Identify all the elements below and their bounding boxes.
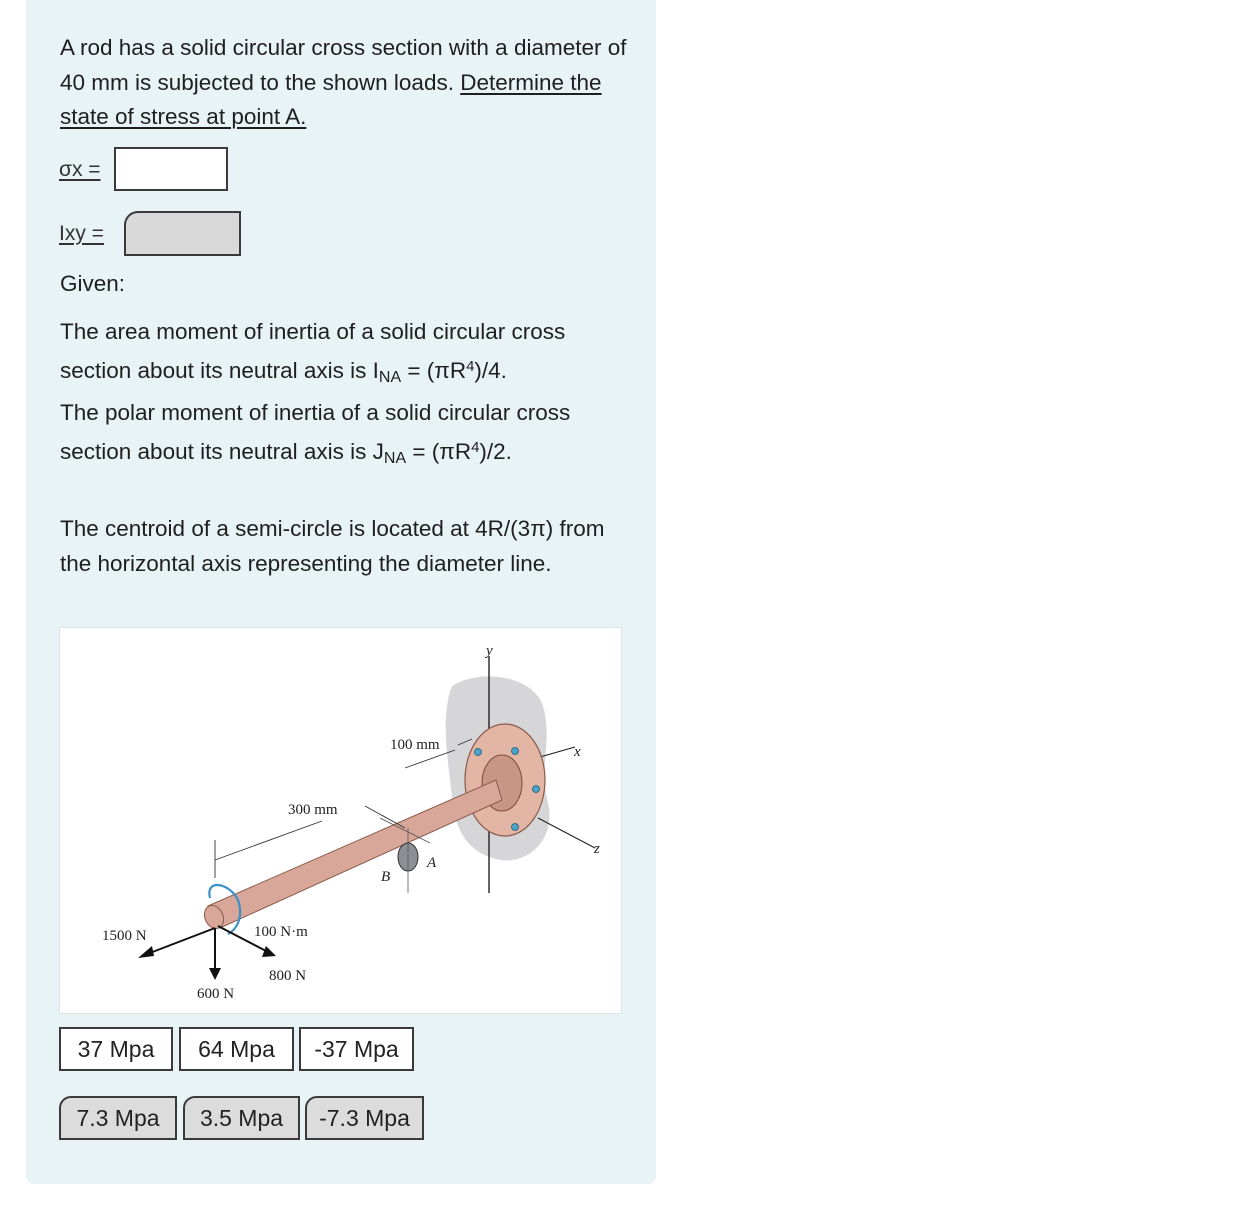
given-area-moment-sup: 4 xyxy=(466,357,475,375)
load-moment-label: 100 N·m xyxy=(254,924,308,940)
load-800-label: 800 N xyxy=(269,968,307,984)
given-polar-moment-end: )/2. xyxy=(479,438,512,464)
tau-xy-label: Ixy = xyxy=(59,222,104,245)
given-area-moment-sub: NA xyxy=(378,368,402,386)
rod-diagram-svg xyxy=(60,628,623,1015)
z-axis-line xyxy=(538,818,595,848)
question-intro: A rod has a solid circular cross section with a diameter of 40 mm is subjected to the shown loads. xyxy=(60,35,627,95)
bolt xyxy=(533,786,540,793)
choice-7-3-mpa[interactable]: 7.3 Mpa xyxy=(59,1096,177,1140)
given-area-moment-end: )/4. xyxy=(474,357,507,383)
given-area-moment-tail: = (πR xyxy=(401,357,467,383)
dim-leader-300 xyxy=(365,806,405,828)
choice-neg-7-3-mpa[interactable]: -7.3 Mpa xyxy=(305,1096,424,1140)
force-1500-arrowhead xyxy=(138,946,154,958)
bolt xyxy=(475,749,482,756)
load-600-label: 600 N xyxy=(197,986,235,1002)
given-polar-moment-sup: 4 xyxy=(471,438,480,456)
given-polar-moment-tail: = (πR xyxy=(406,438,472,464)
axis-z-label: z xyxy=(594,841,600,857)
point-a-label: A xyxy=(427,855,437,871)
force-600-arrowhead xyxy=(209,968,221,980)
given-polar-moment-text: The polar moment of inertia of a solid circular cross section about its neutral axis is J xyxy=(60,400,571,464)
given-polar-moment xyxy=(60,396,630,476)
given-polar-moment-sub: NA xyxy=(383,449,407,467)
sigma-x-drop-target[interactable] xyxy=(114,147,228,191)
given-area-moment-text: The area moment of inertia of a solid circular cross section about its neutral axis is I xyxy=(60,319,566,383)
load-1500-label: 1500 N xyxy=(102,928,147,944)
bolt xyxy=(512,824,519,831)
given-heading: Given: xyxy=(60,271,126,296)
rod-diagram xyxy=(59,627,622,1014)
sigma-x-label: σx = xyxy=(59,158,101,181)
rod-body xyxy=(208,780,502,928)
choice-64-mpa[interactable]: 64 Mpa xyxy=(179,1027,294,1071)
question-task: Determine the state of stress at point A. xyxy=(60,69,602,129)
tau-xy-drop-target[interactable] xyxy=(124,211,241,256)
dim-100-label: 100 mm xyxy=(390,737,440,753)
choice-neg-37-mpa[interactable]: -37 Mpa xyxy=(299,1027,414,1071)
force-800-arrowhead xyxy=(262,946,276,957)
given-centroid: The centroid of a semi-circle is located at 4R/(3π) from the horizontal axis representing the diameter line. xyxy=(60,516,605,576)
given-area-moment xyxy=(60,315,630,395)
choice-3-5-mpa[interactable]: 3.5 Mpa xyxy=(183,1096,300,1140)
choice-37-mpa[interactable]: 37 Mpa xyxy=(59,1027,173,1071)
point-b-label: B xyxy=(381,869,391,885)
dim-line-300 xyxy=(215,821,322,860)
axis-x-label: x xyxy=(574,744,581,760)
dim-300-label: 300 mm xyxy=(288,802,338,818)
axis-y-label: y xyxy=(486,643,493,659)
bolt xyxy=(512,748,519,755)
question-text xyxy=(60,31,630,135)
